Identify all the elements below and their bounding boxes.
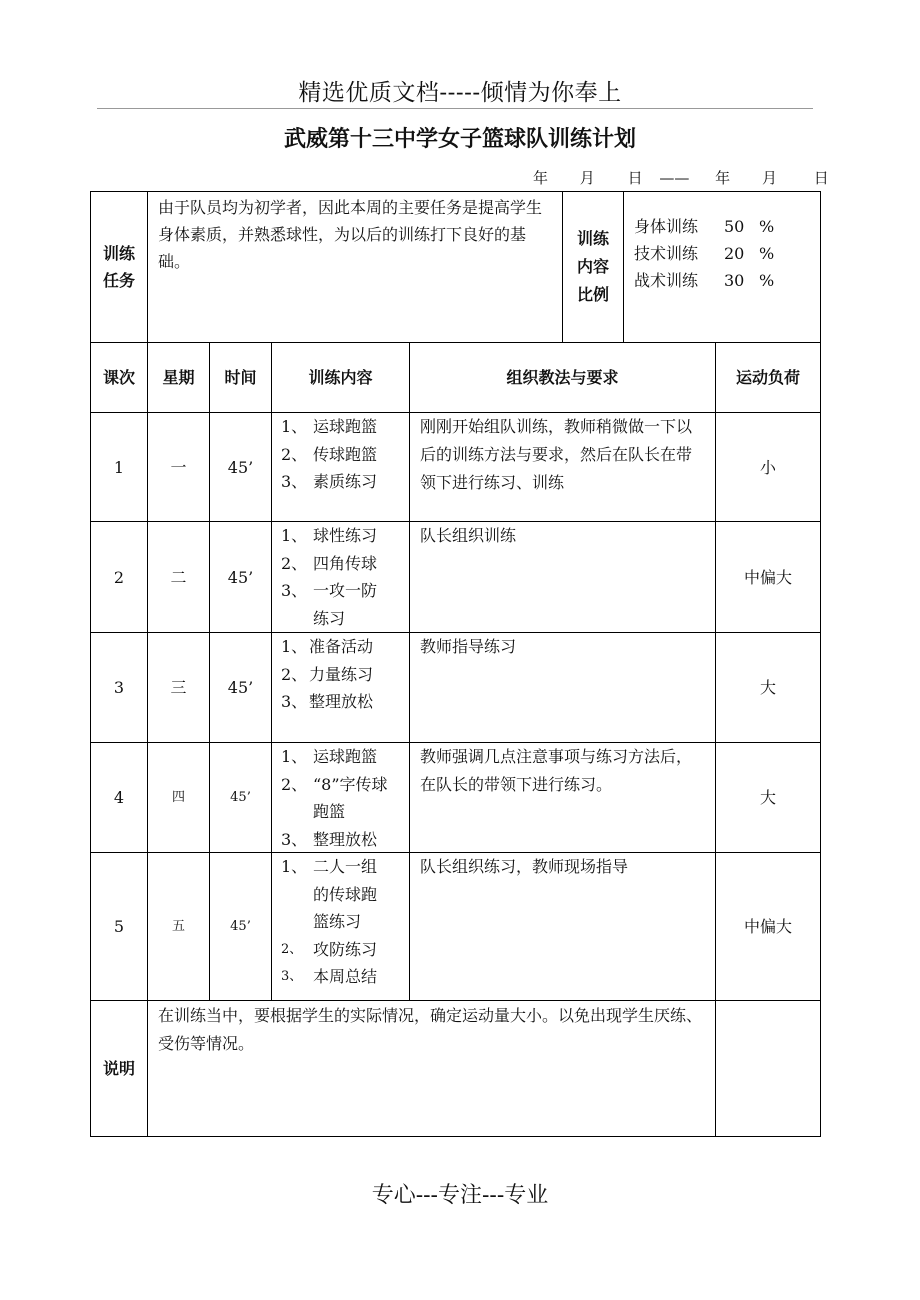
ratio-list	[634, 213, 814, 294]
session-number: 3	[113, 678, 125, 697]
col-header: 时间	[224, 368, 257, 387]
grid-line	[409, 342, 410, 1000]
session-weekday: 三	[170, 678, 187, 697]
grid-line	[623, 191, 624, 343]
session-method: 队长组织训练	[420, 526, 517, 545]
task-text: 由于队员均为初学者，因此本周的主要任务是提高学生身体素质，并熟悉球性，为以后的训练打下良好的基础。	[158, 198, 543, 271]
col-header: 训练内容	[308, 368, 373, 387]
grid-line	[147, 191, 148, 343]
col-header: 星期	[162, 368, 195, 387]
page-footer: 专心---专注---专业	[371, 1183, 549, 1208]
list-item: 2、 四角传球	[281, 553, 378, 573]
ratio-row: 战术训练 30 %	[634, 271, 775, 290]
session-time: 45’	[230, 790, 251, 805]
session-weekday: 一	[170, 457, 187, 477]
session-load: 大	[759, 788, 776, 807]
date-line	[515, 167, 829, 188]
session-weekday: 二	[170, 567, 187, 587]
session-number: 5	[113, 917, 125, 936]
list-item: 3、 素质练习	[281, 472, 378, 491]
list-item: 3、 整理放松	[281, 829, 378, 849]
task-label: 训练 任务	[102, 244, 135, 290]
date-year-end: 年	[715, 169, 731, 187]
session-method: 教师指导练习	[420, 637, 517, 656]
ratio-row: 技术训练 20 %	[634, 244, 775, 263]
session-content	[281, 413, 403, 496]
session-number: 2	[113, 567, 125, 587]
session-load: 小	[759, 457, 776, 477]
page-header: 精选优质文档-----倾情为你奉上	[298, 80, 622, 106]
session-number: 1	[113, 457, 125, 477]
list-item: 1、 二人一组的传球跑篮练习	[281, 857, 378, 931]
session-content	[281, 633, 403, 716]
grid-line	[90, 1000, 821, 1001]
session-weekday: 四	[171, 790, 185, 805]
date-month: 月	[579, 169, 595, 187]
date-year: 年	[533, 169, 549, 187]
header-rule	[97, 108, 813, 109]
list-item: 1、 准备活动	[281, 637, 374, 656]
session-number: 4	[113, 788, 125, 807]
note-text: 在训练当中，要根据学生的实际情况，确定运动量大小。以免出现学生厌练、受伤等情况。	[158, 1006, 703, 1053]
session-time: 45’	[227, 567, 254, 587]
date-day-end: 日	[813, 169, 829, 187]
list-item: 2、 力量练习	[281, 664, 374, 684]
date-day: 日	[627, 169, 643, 187]
page-title: 武威第十三中学女子篮球队训练计划	[283, 126, 636, 152]
session-content	[281, 743, 403, 853]
date-dash: ——	[659, 169, 690, 187]
session-method: 教师强调几点注意事项与练习方法后，在队长的带领下进行练习。	[420, 747, 693, 794]
list-item: 1、 球性练习	[281, 526, 378, 545]
session-time: 45’	[230, 919, 251, 934]
session-content	[281, 853, 389, 991]
session-time: 45’	[227, 457, 254, 477]
col-header: 运动负荷	[735, 368, 800, 387]
session-load: 大	[759, 678, 776, 697]
note-label: 说明	[102, 1059, 135, 1078]
list-item: 1、 运球跑篮	[281, 747, 378, 766]
col-header: 组织教法与要求	[506, 368, 619, 387]
list-item: 1、 运球跑篮	[281, 417, 378, 436]
ratio-row: 身体训练 50 %	[634, 217, 775, 236]
session-method: 刚刚开始组队训练，教师稍微做一下以后的训练方法与要求，然后在队长在带领下进行练习、训练	[420, 417, 693, 492]
session-load: 中偏大	[743, 567, 792, 587]
session-content	[281, 522, 391, 632]
session-weekday: 五	[171, 919, 185, 934]
ratio-label: 训练 内容 比例	[576, 229, 609, 304]
list-item: 2、 攻防练习	[281, 939, 378, 959]
date-month-end: 月	[761, 169, 777, 187]
col-header: 课次	[102, 368, 135, 387]
session-time: 45’	[227, 678, 254, 697]
list-item: 2、 传球跑篮	[281, 444, 378, 464]
grid-line	[271, 342, 272, 1000]
list-item: 3、 一攻一防练习	[281, 581, 378, 628]
list-item: 2、 “8”字传球跑篮	[281, 774, 388, 821]
session-method: 队长组织练习，教师现场指导	[420, 857, 629, 876]
session-load: 中偏大	[743, 917, 792, 936]
list-item: 3、 整理放松	[281, 692, 374, 711]
list-item: 3、 本周总结	[281, 967, 378, 986]
